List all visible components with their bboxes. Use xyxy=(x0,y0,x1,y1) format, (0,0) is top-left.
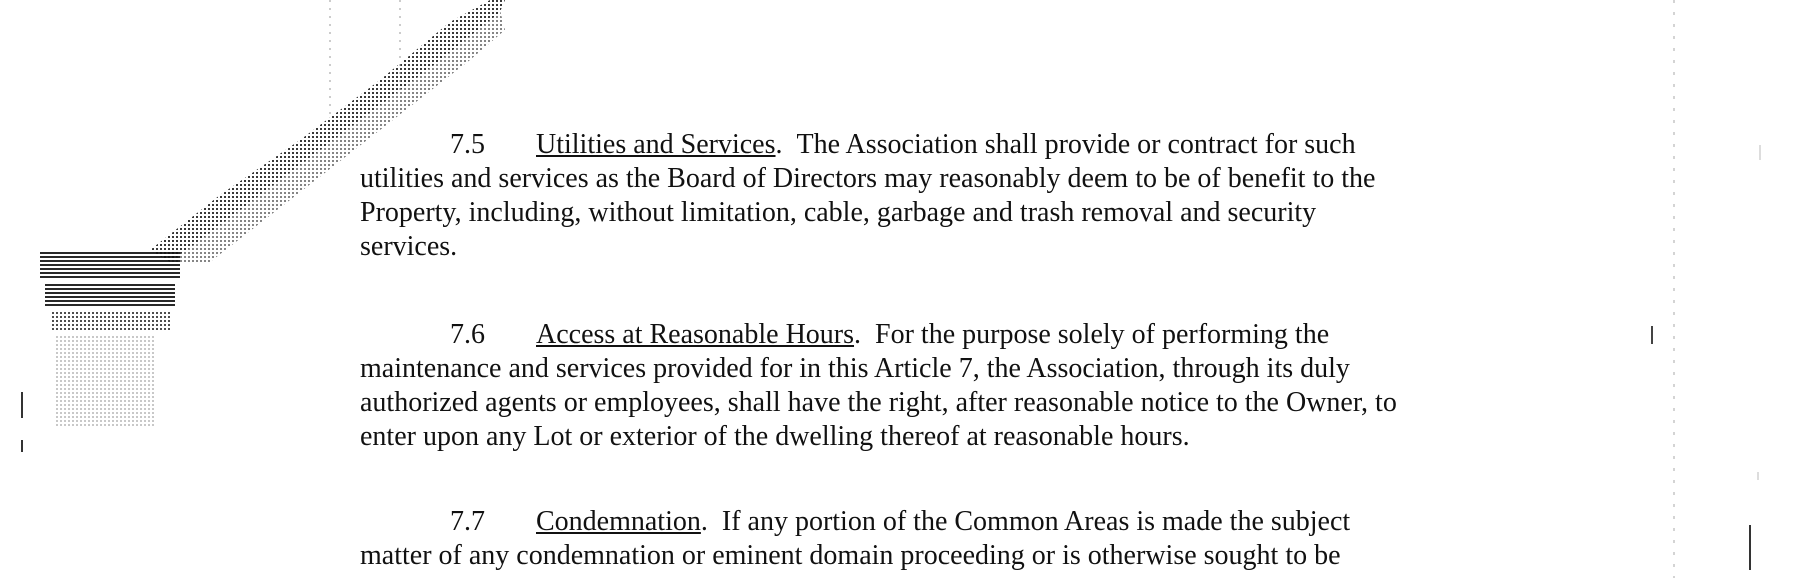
document-page xyxy=(360,0,1540,578)
section-heading: Access at Reasonable Hours xyxy=(536,319,855,350)
paragraph-7-5 xyxy=(360,128,1540,264)
heading-punctuation: . xyxy=(854,319,862,350)
paragraph-line: matter of any condemnation or eminent domain proceeding or is otherwise sought to be xyxy=(360,540,1341,571)
paragraph-first-line xyxy=(360,318,1540,352)
paragraph-text: For the purpose solely of performing the xyxy=(875,319,1330,350)
paragraph-7-7 xyxy=(360,505,1540,573)
paragraph-line: enter upon any Lot or exterior of the dwelling thereof at reasonable hours. xyxy=(360,421,1190,452)
heading-punctuation: . xyxy=(700,506,708,537)
scan-artifact-margin xyxy=(1600,0,1803,578)
paragraph-line: authorized agents or employees, shall have the right, after reasonable notice to the Owner, to xyxy=(360,387,1397,418)
paragraph-first-line xyxy=(360,505,1540,539)
section-heading: Condemnation xyxy=(536,506,701,537)
paragraph-line: services. xyxy=(360,231,458,262)
section-number: 7.7 xyxy=(450,506,485,537)
paragraph-line: Property, including, without limitation, cable, garbage and trash removal and security xyxy=(360,197,1317,228)
paragraph-first-line xyxy=(360,128,1540,162)
paragraph-line: utilities and services as the Board of Directors may reasonably deem to be of benefit to the xyxy=(360,163,1376,194)
paragraph-text: The Association shall provide or contract for such xyxy=(796,129,1356,160)
paragraph-7-6 xyxy=(360,318,1540,454)
heading-punctuation: . xyxy=(775,129,783,160)
section-number: 7.5 xyxy=(450,129,485,160)
paragraph-text: If any portion of the Common Areas is made the subject xyxy=(721,506,1351,537)
paragraph-line: maintenance and services provided for in this Article 7, the Association, through its duly xyxy=(360,353,1350,384)
section-number: 7.6 xyxy=(450,319,485,350)
section-heading: Utilities and Services xyxy=(536,129,776,160)
